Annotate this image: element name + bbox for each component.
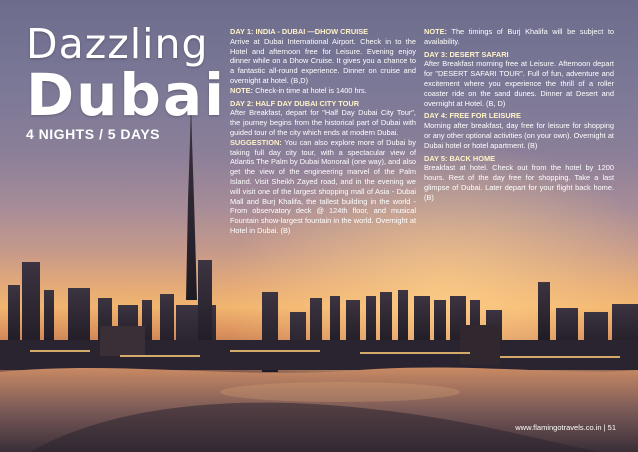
day-1-note — [230, 86, 416, 96]
day-2-suggestion — [230, 138, 416, 236]
day-2-note-block — [424, 27, 614, 47]
suggestion-label: SUGGESTION: — [230, 137, 282, 147]
trip-duration: 4 NIGHTS / 5 DAYS — [26, 126, 161, 142]
itinerary-column-left — [230, 27, 416, 239]
day-2-note-text: The timings of Burj Khalifa will be subject to availability. — [424, 27, 615, 46]
day-5-block — [424, 154, 614, 203]
footer-website[interactable]: www.flamingotravels.co.in | 51 — [515, 423, 616, 432]
day-5-title: DAY 5: BACK HOME — [424, 153, 496, 163]
day-1-text: Arrive at Dubai International Airport. Check in to the Hotel and afternoon free for Leisure. Evening enjoy dinner while on a Dhow Cruise. It gives you a chance to a fantastic all-round experience. Dinner on cruise and overnight at hotel. (B,D) — [230, 36, 416, 85]
title-dazzling: Dazzling — [26, 20, 209, 68]
itinerary-column-right — [424, 27, 614, 206]
title-dubai: Dubai — [26, 61, 226, 129]
day-1-block — [230, 27, 416, 96]
note-label: NOTE: — [424, 27, 447, 36]
note-label: NOTE: — [230, 85, 253, 95]
day-1-title: DAY 1: INDIA - DUBAI —DHOW CRUISE — [230, 27, 369, 36]
day-2-block — [230, 99, 416, 236]
day-2-title: DAY 2: HALF DAY DUBAI CITY TOUR — [230, 98, 360, 108]
day-1-note-text: Check-in time at hotel is 1400 hrs. — [255, 85, 367, 95]
day-4-block — [424, 111, 614, 150]
day-2-text: After Breakfast, depart for "Half Day Dubai City Tour", the journey begins from the historical part of Dubai with guided tour of the city which ends at modern Dubai. — [230, 108, 416, 137]
title-block — [26, 22, 226, 142]
day-3-title: DAY 3: DESERT SAFARI — [424, 49, 509, 59]
day-3-block — [424, 50, 614, 109]
day-3-text: After Breakfast morning free at Leisure. Afternoon depart for "DESERT SAFARI TOUR". Full of fun, adventure and excitement where you experience the thrill of a roller coaster ride on the sand dunes. Dinner at Desert and overnight at Hotel. (B, D) — [424, 59, 614, 108]
day-2-suggestion-text: You can also explore more of Dubai by taking full day city tour, with a spectacular view of Atlantis The Palm by Dubai Monorail (one way), and also get the view of the engineering marvel of the Palm Island. Visit Sheikh Zayed road, and in the evening we will visit one of the largest shopping mall of Asia - Dubai Mall and Burj Khalifa, the tallest building in the world - From observatory deck @ 124th floor, and musical Fountain show-largest fountain in the world. Overnight at Hotel in Dubai. (B) — [230, 137, 416, 235]
day-4-title: DAY 4: FREE FOR LEISURE — [424, 111, 521, 121]
day-4-text: Morning after breakfast, day free for leisure for shopping or any other optional activities (on your own). Overnight at Dubai hotel or hotel apartment. (B) — [424, 121, 614, 150]
day-5-text: Breakfast at hotel. Check out from the hotel by 1200 hours. Rest of the day free for shopping. Take a last glimpse of Dubai. Later depart for your flight back home. (B) — [424, 163, 614, 202]
